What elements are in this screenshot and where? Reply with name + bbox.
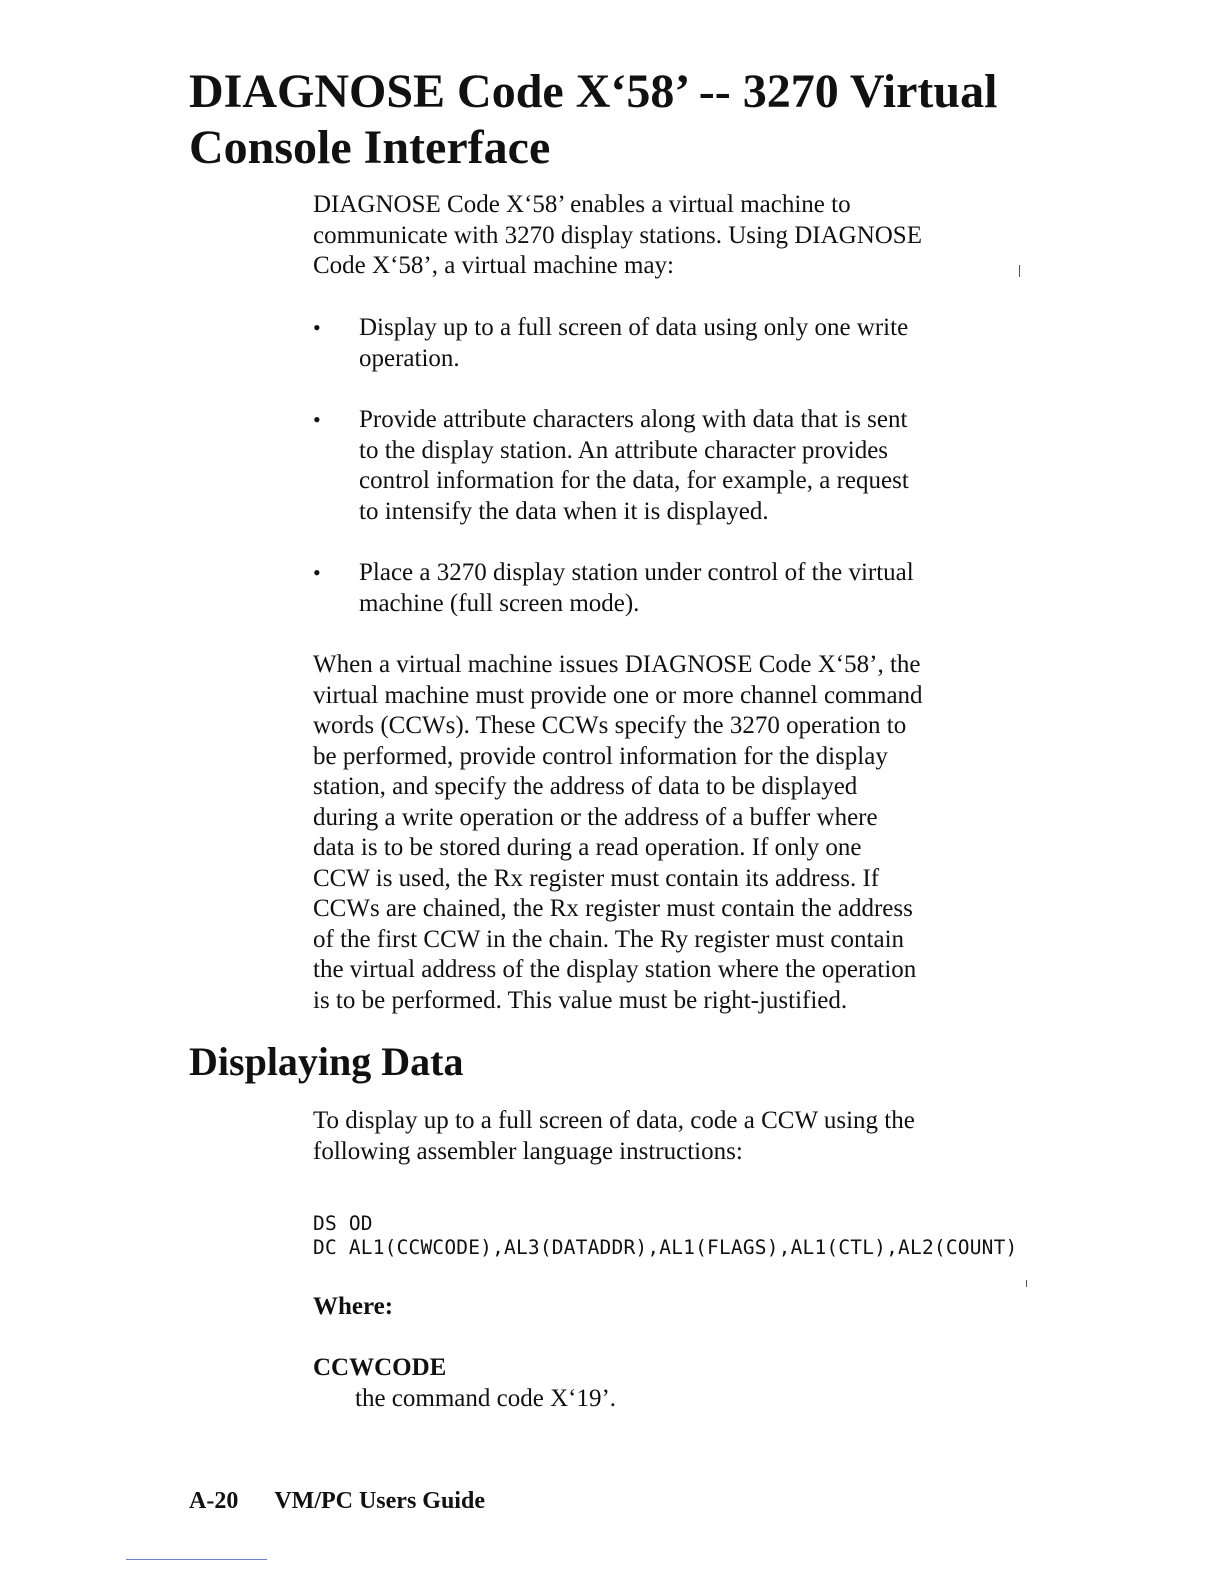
body-line: of the first CCW in the chain. The Ry register must contain (313, 925, 905, 953)
body-line: during a write operation or the address of a buffer where (313, 803, 878, 831)
section-heading: Displaying Data (189, 1039, 464, 1084)
intro-paragraph (313, 190, 1013, 282)
intro-line: communicate with 3270 display stations. Using DIAGNOSE (313, 221, 922, 249)
page-title-line-1: DIAGNOSE Code X‘58’ -- 3270 Virtual (189, 65, 998, 118)
page-title (189, 64, 1149, 176)
body-line: When a virtual machine issues DIAGNOSE Code X‘58’, the (313, 651, 921, 678)
body-line: CCW is used, the Rx register must contain its address. If (313, 864, 880, 892)
code-line: DC AL1(CCWCODE),AL3(DATADDR),AL1(FLAGS),AL1(CTL),AL2(COUNT) (313, 1236, 1018, 1259)
bullet-line: Place a 3270 display station under control of the virtual (359, 559, 914, 586)
bullet-dot-icon: • (313, 560, 321, 585)
bullet-line: operation. (359, 344, 460, 372)
code-line: DS OD (313, 1212, 373, 1235)
body-line: data is to be stored during a read operation. If only one (313, 834, 862, 861)
page-number: A-20 (189, 1488, 239, 1514)
bullet-text (359, 558, 1019, 619)
bullet-dot-icon: • (313, 407, 321, 432)
definition-term: CCWCODE (313, 1354, 447, 1381)
body-line: is to be performed. This value must be right-justified. (313, 986, 848, 1014)
bullet-line: control information for the data, for example, a request (359, 467, 909, 494)
bullet-line: to intensify the data when it is displayed. (359, 497, 769, 525)
definition-text: the command code X‘19’. (355, 1385, 617, 1412)
section-line: following assembler language instructions: (313, 1137, 743, 1165)
section-paragraph (313, 1106, 1013, 1167)
bullet-line: Display up to a full screen of data using only one write (359, 314, 909, 341)
body-paragraph (313, 650, 1013, 1016)
intro-line: Code X‘58’, a virtual machine may: (313, 252, 674, 279)
where-label: Where: (313, 1293, 394, 1320)
bullet-line: machine (full screen mode). (359, 589, 640, 617)
revision-mark (1019, 265, 1020, 277)
intro-line: DIAGNOSE Code X‘58’ enables a virtual machine to (313, 191, 851, 218)
body-line: virtual machine must provide one or more channel command (313, 681, 923, 709)
revision-mark (1026, 1280, 1027, 1287)
code-block (313, 1212, 1017, 1260)
page-footer (189, 1486, 485, 1516)
body-line: be performed, provide control information for the display (313, 742, 888, 770)
footer-rule (126, 1559, 267, 1560)
bullet-text (359, 313, 1019, 374)
bullet-line: Provide attribute characters along with data that is sent (359, 406, 908, 433)
page-title-line-2: Console Interface (189, 121, 551, 174)
body-line: station, and specify the address of data to be displayed (313, 773, 858, 800)
book-title: VM/PC Users Guide (274, 1488, 485, 1514)
bullet-text (359, 405, 1019, 527)
body-line: the virtual address of the display station where the operation (313, 956, 917, 983)
section-line: To display up to a full screen of data, code a CCW using the (313, 1107, 915, 1134)
bullet-line: to the display station. An attribute character provides (359, 436, 889, 464)
body-line: CCWs are chained, the Rx register must contain the address (313, 895, 913, 922)
bullet-dot-icon: • (313, 315, 321, 340)
body-line: words (CCWs). These CCWs specify the 3270 operation to (313, 712, 907, 739)
